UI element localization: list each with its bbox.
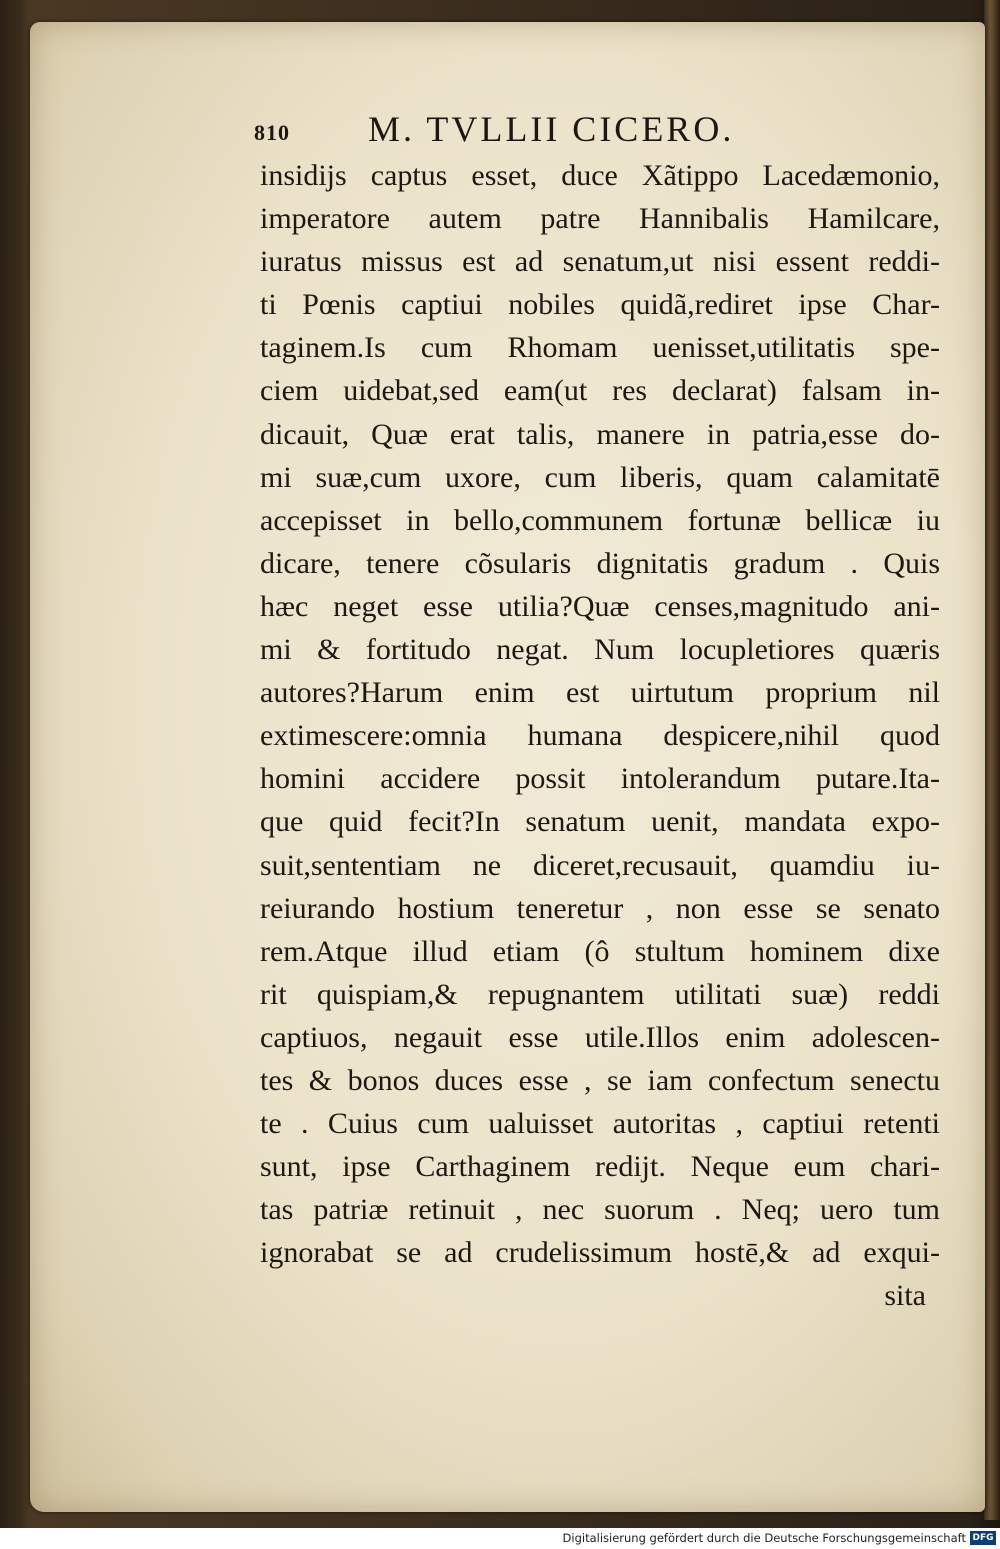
text-line: dicare, tenere cõsularis dignitatis gradum . Quis	[260, 546, 940, 580]
digitization-footer	[0, 1528, 1000, 1549]
body-text	[260, 154, 940, 1318]
running-title: M. TVLLII CICERO.	[368, 109, 735, 149]
text-line: reiurando hostium teneretur , non esse se senato	[260, 891, 940, 925]
text-line: sunt, ipse Carthaginem redijt. Neque eum chari-	[260, 1150, 940, 1184]
text-line: ti Pœnis captiui nobiles quidã,rediret ipse Char-	[260, 288, 940, 322]
text-line: te . Cuius cum ualuisset autoritas , captiui retenti	[260, 1107, 940, 1141]
text-line: extimescere:omnia humana despicere,nihil quod	[260, 719, 940, 753]
text-line: mi & fortitudo negat. Num locupletiores quæris	[260, 633, 940, 667]
text-line: ciem uidebat,sed eam(ut res declarat) falsam in-	[260, 374, 940, 408]
folio-number: 810	[254, 120, 290, 145]
book-edge	[984, 0, 1000, 1520]
text-line: imperatore autem patre Hannibalis Hamilcare,	[260, 202, 940, 236]
text-line: accepisset in bello,communem fortunæ bellicæ iu	[260, 503, 940, 537]
text-line: hæc neget esse utilia?Quæ censes,magnitudo ani-	[260, 589, 940, 623]
text-line: insidijs captus esset, duce Xãtippo Lacedæmonio,	[260, 159, 940, 192]
text-line: que quid fecit?In senatum uenit, mandata expo-	[260, 805, 940, 839]
page-header	[254, 108, 954, 152]
text-line: homini accidere possit intolerandum putare.Ita-	[260, 762, 940, 796]
text-line: ignorabat se ad crudelissimum hostē,& ad exqui-	[260, 1236, 940, 1270]
text-line: suit,sententiam ne diceret,recusauit, quamdiu iu-	[260, 848, 940, 882]
text-line: rit quispiam,& repugnantem utilitati suæ) reddi	[260, 977, 940, 1011]
text-line: autores?Harum enim est uirtutum proprium nil	[260, 676, 940, 710]
text-line: tes & bonos duces esse , se iam confectum senectu	[260, 1063, 940, 1097]
funding-credit: Digitalisierung gefördert durch die Deutsche Forschungsgemeinschaft	[562, 1531, 966, 1545]
text-line: rem.Atque illud etiam (ô stultum hominem dixe	[260, 934, 940, 968]
dfg-logo-icon: DFG	[970, 1531, 996, 1545]
text-line: tas patriæ retinuit , nec suorum . Neq; uero tum	[260, 1193, 940, 1227]
text-line: captiuos, negauit esse utile.Illos enim adolescen-	[260, 1020, 940, 1054]
text-line: dicauit, Quæ erat talis, manere in patria,esse do-	[260, 417, 940, 451]
text-line: iuratus missus est ad senatum,ut nisi essent reddi-	[260, 245, 940, 279]
text-line: sita	[884, 1279, 926, 1313]
text-line: taginem.Is cum Rhomam uenisset,utilitatis spe-	[260, 331, 940, 365]
text-line: mi suæ,cum uxore, cum liberis, quam calamitatē	[260, 460, 940, 494]
